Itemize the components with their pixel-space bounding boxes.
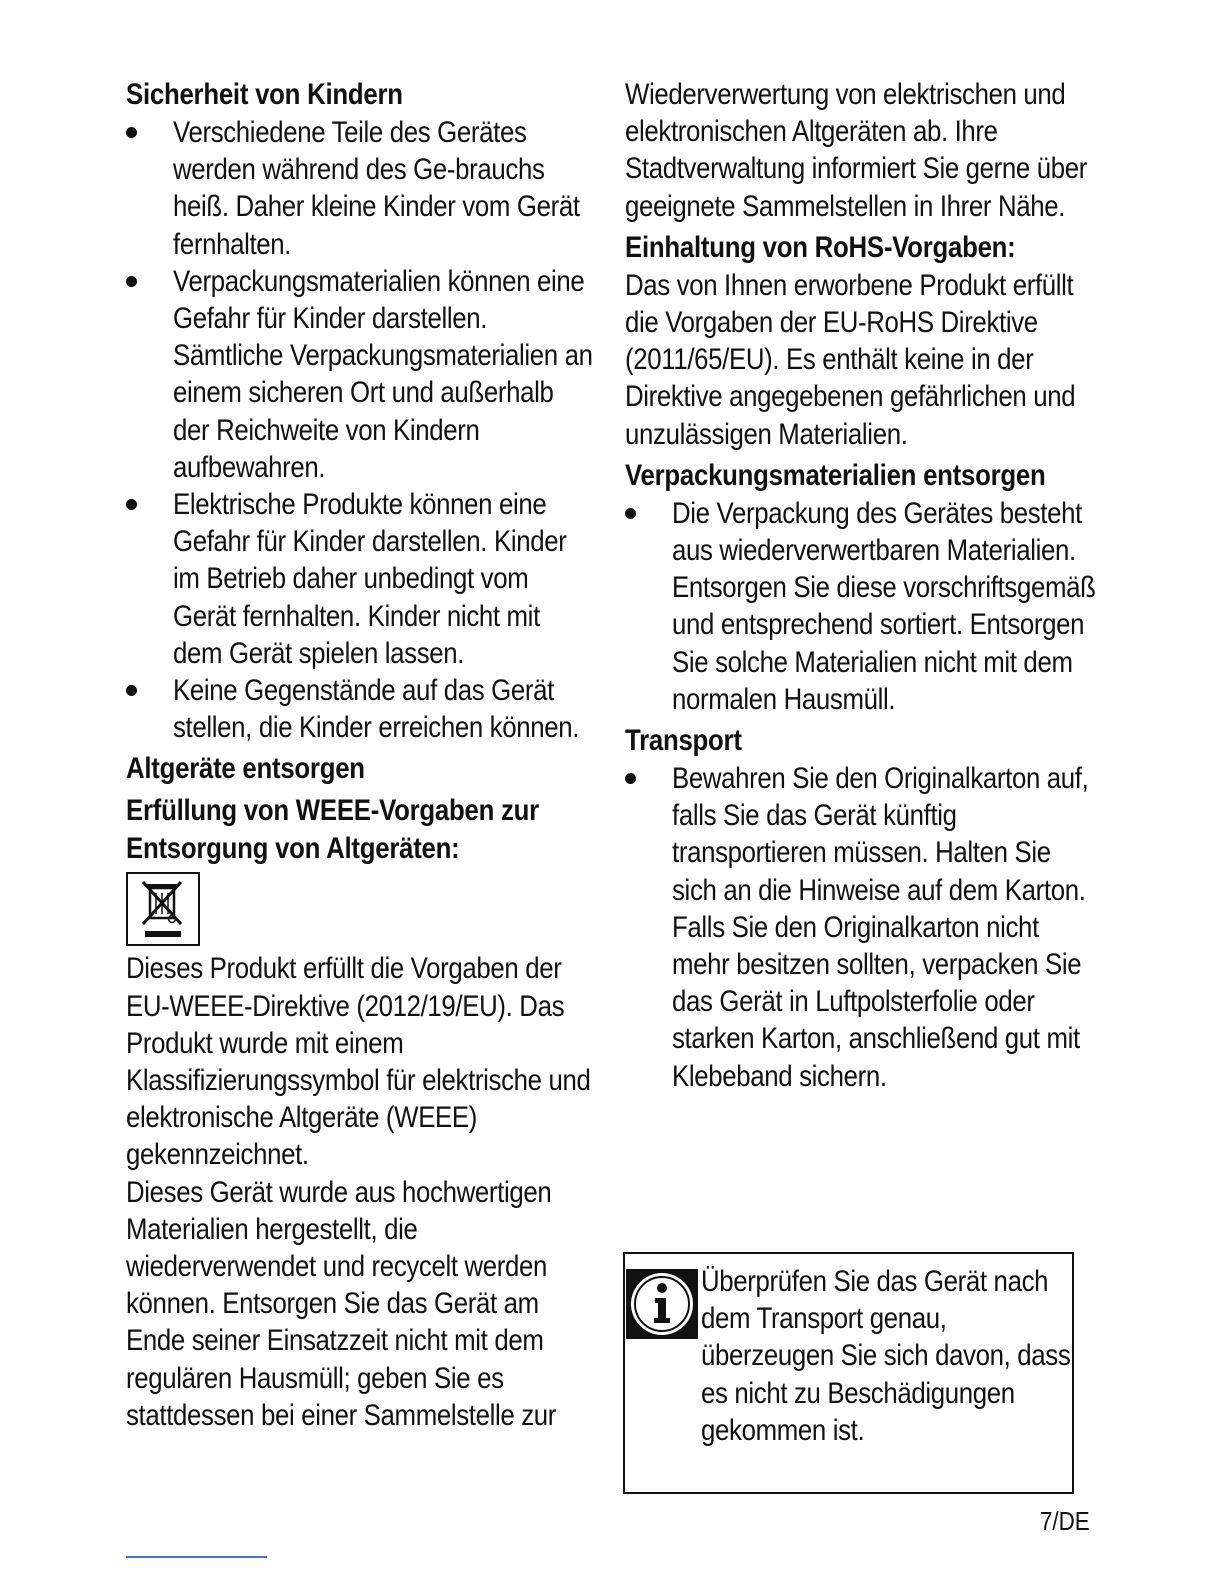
weee-heading: Erfüllung von WEEE-Vorgaben zur Entsorgung von Altgeräten: (126, 794, 539, 866)
footer-divider (126, 1556, 267, 1558)
bullet-icon (625, 773, 636, 784)
recycle-text: Dieses Gerät wurde aus hochwertigen Materialien hergestellt, die wiederverwendet und recycelt werden können. Entsorgen Sie das Gerät am Ende seiner Einsatzzeit nicht mit dem regulären Hausmüll; geben Sie es stattdessen bei einer Sammelstelle zur (126, 1175, 557, 1432)
weee-text: Dieses Produkt erfüllt die Vorgaben der EU-WEEE-Direktive (2012/19/EU). Das Produkt wurde mit einem Klassifizierungssymbol für elektrische und elektronische Altgeräte (WEEE) gekennzeichnet. (126, 952, 591, 1172)
list-item (126, 486, 596, 672)
bullet-icon (126, 127, 137, 138)
info-note-text: Überprüfen Sie das Gerät nach dem Transport genau, überzeugen Sie sich davon, dass es nicht zu Beschädigungen gekommen ist. (701, 1265, 1071, 1447)
list-item (126, 263, 596, 486)
info-icon (626, 1269, 698, 1339)
packaging-heading: Verpackungsmaterialien entsorgen (625, 458, 1046, 492)
list-item (126, 114, 596, 263)
transport-heading: Transport (625, 724, 742, 758)
recycle-continued-text: Wiederverwertung von elektrischen und elektronischen Altgeräten ab. Ihre Stadtverwaltung informiert Sie gerne über geeignete Sammelstellen in Ihrer Nähe. (625, 78, 1088, 223)
crossed-out-wheelie-bin-icon (126, 872, 200, 946)
transport-list (625, 760, 1100, 1095)
bullet-text: Verpackungsmaterialien können eine Gefahr für Kinder darstellen. Sämtliche Verpackungsmaterialien an einem sicheren Ort und außerhalb der Reichweite von Kindern aufbewahren. (173, 264, 593, 484)
bullet-text: Verschiedene Teile des Gerätes werden während des Ge-brauchs heiß. Daher kleine Kinder vom Gerät fernhalten. (173, 116, 580, 261)
left-column (126, 76, 596, 1434)
list-item (625, 760, 1100, 1095)
page-number: 7/DE (1040, 1506, 1090, 1536)
bullet-icon (126, 685, 137, 696)
info-note-box (623, 1252, 1074, 1494)
child-safety-heading: Sicherheit von Kindern (126, 78, 403, 111)
bullet-text: Elektrische Produkte können eine Gefahr für Kinder darstellen. Kinder im Betrieb daher unbedingt vom Gerät fernhalten. Kinder nicht mit dem Gerät spielen lassen. (173, 488, 567, 670)
bullet-icon (126, 276, 137, 287)
rohs-text: Das von Ihnen erworbene Produkt erfüllt die Vorgaben der EU-RoHS Direktive (2011/65/EU). Es enthält keine in der Direktive angegebenen gefährlichen und unzulässigen Materialien. (625, 268, 1076, 451)
packaging-list (625, 495, 1100, 718)
bullet-text: Keine Gegenstände auf das Gerät stellen, die Kinder erreichen können. (173, 674, 580, 745)
bullet-icon (625, 508, 636, 519)
right-column (625, 76, 1100, 1095)
disposal-heading: Altgeräte entsorgen (126, 752, 365, 786)
rohs-heading: Einhaltung von RoHS-Vorgaben: (625, 230, 1016, 264)
bullet-icon (126, 499, 137, 510)
list-item (126, 672, 596, 746)
bullet-text: Die Verpackung des Gerätes besteht aus wiederverwertbaren Materialien. Entsorgen Sie diese vorschriftsgemäß und entsprechend sortiert. Entsorgen Sie solche Materialien nicht mit dem normalen Hausmüll. (672, 496, 1096, 716)
child-safety-list (126, 114, 596, 746)
bullet-text: Bewahren Sie den Originalkarton auf, falls Sie das Gerät künftig transportieren müssen. Halten Sie sich an die Hinweise auf dem Karton. Falls Sie den Originalkarton nicht mehr besitzen sollten, verpacken Sie das Gerät in Luftpolsterfolie oder starken Karton, anschließend gut mit Klebeband sichern. (672, 762, 1089, 1093)
list-item (625, 495, 1100, 718)
